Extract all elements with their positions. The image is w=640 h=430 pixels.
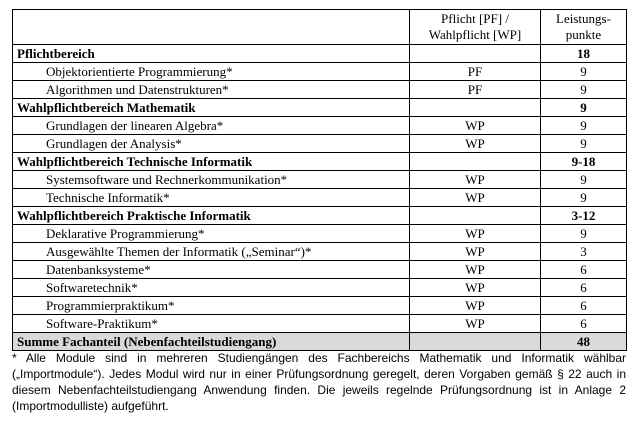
table-row [13, 81, 627, 99]
module-type [410, 45, 541, 63]
table-row [13, 135, 627, 153]
module-name: Grundlagen der Analysis* [13, 135, 410, 153]
module-type: PF [410, 63, 541, 81]
table-row [13, 297, 627, 315]
credit-points: 6 [541, 261, 627, 279]
module-name: Datenbanksysteme* [13, 261, 410, 279]
credit-points: 9 [541, 135, 627, 153]
module-name: Technische Informatik* [13, 189, 410, 207]
table-row [13, 243, 627, 261]
module-type: WP [410, 243, 541, 261]
module-name: Algorithmen und Datenstrukturen* [13, 81, 410, 99]
credit-points: 48 [541, 333, 627, 351]
credit-points: 9 [541, 99, 627, 117]
sum-row [13, 333, 627, 351]
credit-points: 9 [541, 225, 627, 243]
table-body [13, 45, 627, 351]
credit-points: 6 [541, 279, 627, 297]
section-title: Pflichtbereich [13, 45, 410, 63]
header-pf-wp: Pflicht [PF] / Wahlpflicht [WP] [410, 10, 541, 45]
section-title: Wahlpflichtbereich Praktische Informatik [13, 207, 410, 225]
section-row [13, 99, 627, 117]
module-type [410, 99, 541, 117]
module-name: Programmierpraktikum* [13, 297, 410, 315]
credit-points: 9 [541, 63, 627, 81]
credit-points: 9 [541, 189, 627, 207]
credit-points: 3-12 [541, 207, 627, 225]
credit-points: 6 [541, 315, 627, 333]
section-title: Wahlpflichtbereich Technische Informatik [13, 153, 410, 171]
header-module [13, 10, 410, 45]
table-row [13, 117, 627, 135]
header-credit-points: Leistungs-punkte [541, 10, 627, 45]
table-row [13, 315, 627, 333]
footnote: * Alle Module sind in mehreren Studiengängen des Fachbereichs Mathematik und Informatik wählbar („Importmodule“). Jedes Modul wird nur in einer Prüfungsordnung geregelt, deren Vorgaben gemäß § 22 auch in diesem Nebenfachteilstudiengang Anwendung finden. Die jeweils regelnde Prüfungsordnung ist in Anlage 2 (Importmodulliste) aufgeführt. [12, 351, 626, 413]
module-type: WP [410, 279, 541, 297]
module-type [410, 333, 541, 351]
credit-points: 9 [541, 81, 627, 99]
module-type: WP [410, 261, 541, 279]
sum-label: Summe Fachanteil (Nebenfachteilstudiengang) [13, 333, 410, 351]
table-row [13, 225, 627, 243]
section-row [13, 207, 627, 225]
section-row [13, 153, 627, 171]
module-type: WP [410, 225, 541, 243]
credit-points: 9 [541, 117, 627, 135]
module-type: WP [410, 297, 541, 315]
module-name: Objektorientierte Programmierung* [13, 63, 410, 81]
credit-points: 9 [541, 171, 627, 189]
module-table [12, 9, 627, 351]
table-header-row [13, 10, 627, 45]
section-title: Wahlpflichtbereich Mathematik [13, 99, 410, 117]
credit-points: 18 [541, 45, 627, 63]
module-name: Softwaretechnik* [13, 279, 410, 297]
module-name: Ausgewählte Themen der Informatik („Seminar“)* [13, 243, 410, 261]
module-name: Software-Praktikum* [13, 315, 410, 333]
module-name: Systemsoftware und Rechnerkommunikation* [13, 171, 410, 189]
credit-points: 3 [541, 243, 627, 261]
credit-points: 6 [541, 297, 627, 315]
module-type: WP [410, 135, 541, 153]
table-row [13, 189, 627, 207]
table-row [13, 261, 627, 279]
module-type: PF [410, 81, 541, 99]
credit-points: 9-18 [541, 153, 627, 171]
module-name: Grundlagen der linearen Algebra* [13, 117, 410, 135]
module-type [410, 207, 541, 225]
module-name: Deklarative Programmierung* [13, 225, 410, 243]
module-type [410, 153, 541, 171]
section-row [13, 45, 627, 63]
module-type: WP [410, 189, 541, 207]
module-type: WP [410, 315, 541, 333]
table-row [13, 171, 627, 189]
module-type: WP [410, 171, 541, 189]
table-row [13, 279, 627, 297]
module-type: WP [410, 117, 541, 135]
module-table-container [12, 9, 626, 351]
table-row [13, 63, 627, 81]
